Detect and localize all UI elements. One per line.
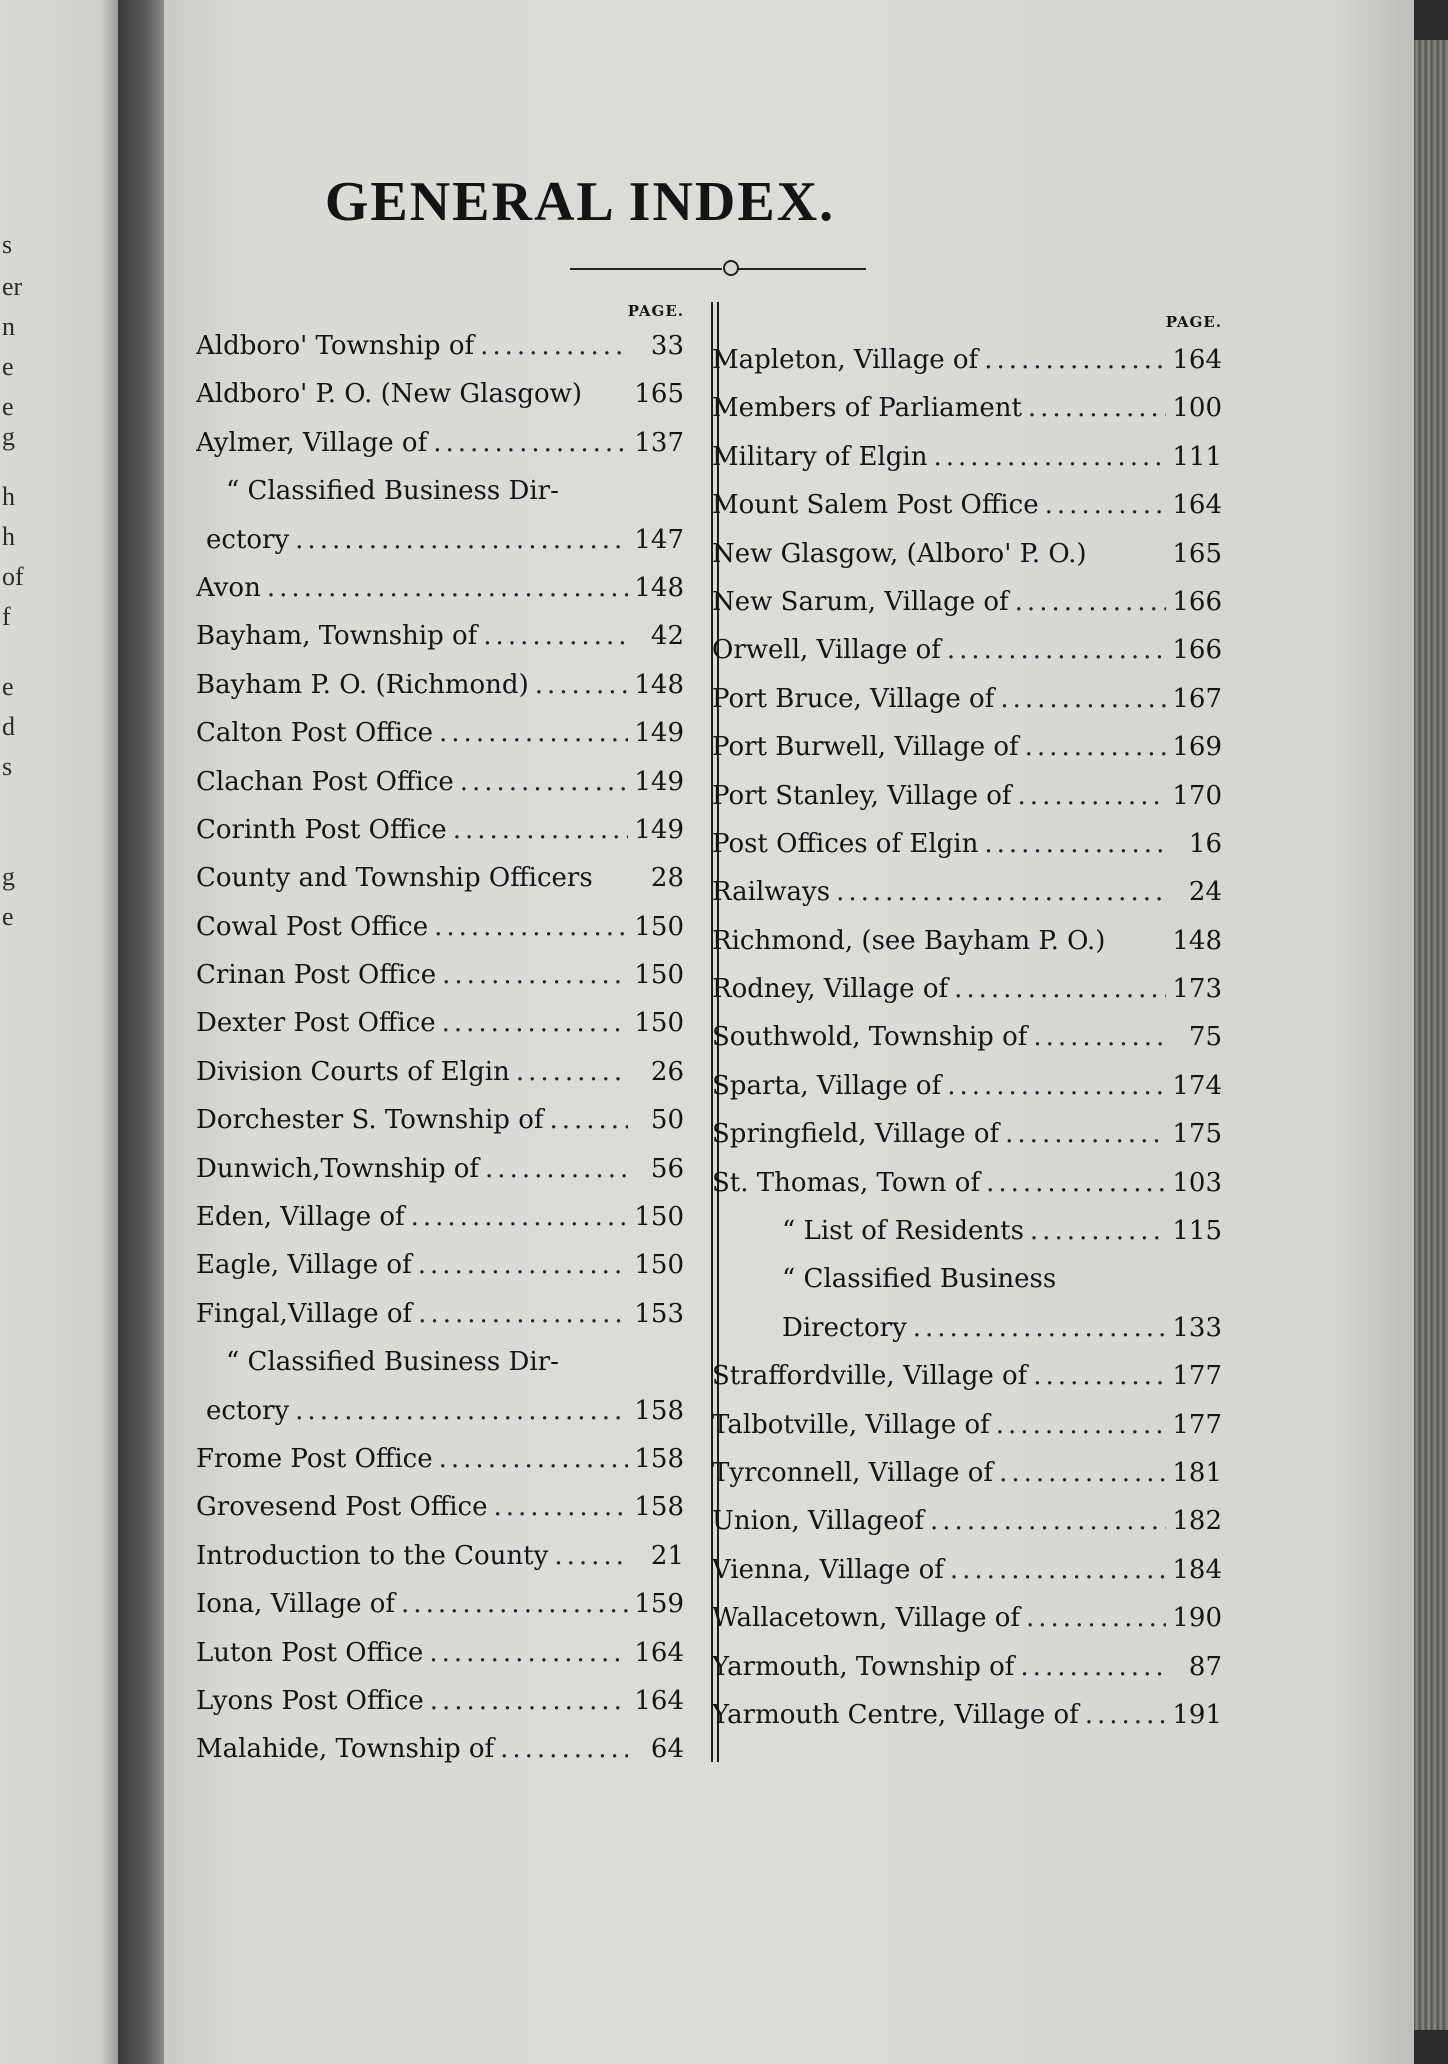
index-entry	[712, 1352, 1222, 1400]
entry-label: Members of Parliament	[712, 393, 1022, 424]
index-entry	[712, 820, 1222, 868]
entry-page-number: 148	[1172, 925, 1222, 956]
entry-page-number: 169	[1172, 732, 1222, 763]
entry-label: Crinan Post Office	[196, 960, 437, 991]
margin-fragment: e	[2, 902, 14, 931]
entry-label: Union, Villageof	[712, 1506, 924, 1537]
entry-label: “ Classified Business Dir-	[226, 476, 559, 507]
entry-label: Mount Salem Post Office	[712, 490, 1039, 521]
entry-page-number: 100	[1172, 393, 1222, 424]
entry-page-number: 164	[1172, 345, 1222, 375]
index-entry	[712, 868, 1222, 916]
entry-page-number: 133	[1172, 1312, 1222, 1343]
left-entry-list	[196, 322, 684, 1774]
index-entry	[196, 758, 684, 806]
entry-label: County and Township Officers	[196, 863, 593, 894]
entry-page-number: 148	[634, 669, 684, 700]
leader-dots	[434, 903, 628, 951]
index-entry	[712, 1159, 1222, 1207]
entry-page-number: 149	[634, 766, 684, 797]
entry-label: New Sarum, Village of	[712, 586, 1009, 617]
leader-dots	[418, 1290, 628, 1338]
index-entry	[196, 806, 684, 854]
entry-page-number: 16	[1188, 828, 1222, 859]
entry-page-number: 164	[634, 1685, 684, 1716]
index-entry	[712, 1207, 1222, 1255]
entry-page-number: 165	[1172, 538, 1222, 569]
entry-label: Vienna, Village of	[712, 1554, 944, 1585]
leader-dots	[984, 336, 1166, 384]
index-entry	[196, 1435, 684, 1483]
entry-page-number: 147	[634, 524, 684, 555]
leader-dots	[1045, 481, 1166, 529]
index-entry	[196, 1193, 684, 1241]
index-entry	[712, 384, 1222, 432]
leader-dots	[516, 1048, 628, 1096]
entry-label: “ Classified Business	[782, 1264, 1057, 1295]
leader-dots	[430, 1677, 628, 1725]
entry-page-number: 111	[1172, 441, 1222, 472]
leader-dots	[933, 433, 1166, 481]
entry-label: Frome Post Office	[196, 1443, 433, 1474]
index-entry	[196, 516, 684, 564]
entry-label: Yarmouth, Township of	[712, 1651, 1015, 1682]
page-title: GENERAL INDEX.	[324, 171, 836, 233]
leader-dots	[411, 1193, 628, 1241]
index-entry	[196, 1532, 684, 1580]
entry-page-number: 190	[1172, 1603, 1222, 1634]
entry-label: Richmond, (see Bayham P. O.)	[712, 925, 1106, 956]
leader-dots	[460, 758, 628, 806]
leader-dots	[554, 1532, 628, 1580]
leader-dots	[1020, 1643, 1166, 1691]
index-entry	[196, 1145, 684, 1193]
entry-page-number: 50	[650, 1105, 684, 1136]
index-entry	[712, 1110, 1222, 1158]
leader-dots	[549, 1096, 628, 1144]
entry-label: Aldboro' P. O. (New Glasgow)	[196, 379, 583, 410]
leader-dots	[535, 661, 628, 709]
entry-label: Southwold, Township of	[712, 1022, 1028, 1053]
entry-page-number: 149	[634, 718, 684, 749]
index-entry	[712, 626, 1222, 674]
leader-dots	[1015, 578, 1166, 626]
margin-fragment: er	[2, 272, 23, 301]
index-entry	[712, 1401, 1222, 1449]
index-entry	[196, 1048, 684, 1096]
entry-page-number: 150	[634, 1202, 684, 1233]
entry-label: Lyons Post Office	[196, 1685, 424, 1716]
margin-fragment: h	[2, 522, 15, 551]
entry-label: Port Burwell, Village of	[712, 732, 1019, 763]
leader-dots	[984, 820, 1166, 868]
entry-page-number: 182	[1172, 1506, 1222, 1537]
entry-page-number: 153	[634, 1298, 684, 1329]
entry-label: Military of Elgin	[712, 441, 928, 472]
leader-dots	[494, 1483, 628, 1531]
entry-page-number: 158	[634, 1443, 684, 1474]
entry-label: Sparta, Village of	[712, 1070, 942, 1101]
index-entry	[196, 1629, 684, 1677]
leader-dots	[950, 1546, 1166, 1594]
entry-label: ectory	[206, 1395, 290, 1426]
entry-page-number: 164	[634, 1637, 684, 1668]
entry-label: Cowal Post Office	[196, 911, 429, 942]
entry-page-number: 164	[1172, 490, 1222, 521]
index-entry	[196, 1387, 684, 1435]
entry-page-number: 148	[634, 572, 684, 603]
entry-page-number: 158	[634, 1395, 684, 1426]
index-entry	[196, 1241, 684, 1289]
index-entry	[196, 999, 684, 1047]
leader-dots	[453, 806, 628, 854]
leader-dots	[439, 1435, 628, 1483]
leader-dots	[999, 1449, 1166, 1497]
leader-dots	[1030, 1207, 1166, 1255]
leader-dots	[1033, 1352, 1166, 1400]
entry-label: Bayham, Township of	[196, 621, 478, 652]
leader-dots	[295, 516, 628, 564]
index-entry	[712, 336, 1222, 384]
entry-page-number: 26	[650, 1056, 684, 1087]
entry-label: Yarmouth Centre, Village of	[712, 1699, 1079, 1730]
entry-label: Railways	[712, 877, 831, 908]
entry-label: Directory	[782, 1312, 907, 1343]
entry-page-number: 175	[1172, 1119, 1222, 1150]
margin-fragment: f	[2, 602, 11, 631]
index-entry	[196, 564, 684, 612]
index-entry	[712, 965, 1222, 1013]
leader-dots	[401, 1580, 628, 1628]
index-entry	[712, 723, 1222, 771]
entry-page-number: 87	[1188, 1651, 1222, 1682]
index-entry	[712, 772, 1222, 820]
index-entry	[196, 370, 684, 418]
index-entry	[712, 1013, 1222, 1061]
entry-label: Aldboro' Township of	[196, 331, 475, 361]
entry-label: Aylmer, Village of	[196, 427, 428, 458]
leader-dots	[1000, 675, 1166, 723]
margin-fragment: of	[2, 562, 24, 591]
index-entry	[712, 1546, 1222, 1594]
margin-fragment: h	[2, 482, 15, 511]
index-entry	[712, 1691, 1222, 1739]
entry-page-number: 150	[634, 960, 684, 991]
leader-dots	[433, 419, 628, 467]
book-spine	[118, 0, 164, 2064]
entry-page-number: 158	[634, 1492, 684, 1523]
margin-fragment: g	[2, 862, 15, 891]
index-entry	[196, 1725, 684, 1773]
index-entry	[196, 709, 684, 757]
entry-page-number: 24	[1188, 877, 1222, 908]
entry-label: ectory	[206, 524, 290, 555]
margin-fragment: e	[2, 672, 14, 701]
index-entry	[712, 1255, 1222, 1303]
entry-label: Orwell, Village of	[712, 635, 941, 666]
entry-label: Bayham P. O. (Richmond)	[196, 669, 529, 700]
index-entry	[712, 917, 1222, 965]
margin-fragment: e	[2, 392, 14, 421]
entry-page-number: 150	[634, 1250, 684, 1281]
leader-dots	[1025, 723, 1166, 771]
leader-dots	[295, 1387, 628, 1435]
index-entry	[712, 530, 1222, 578]
entry-label: Grovesend Post Office	[196, 1492, 488, 1523]
entry-label: Eden, Village of	[196, 1202, 405, 1233]
entry-label: Calton Post Office	[196, 718, 434, 749]
entry-page-number: 75	[1188, 1022, 1222, 1053]
index-entry	[196, 661, 684, 709]
leader-dots	[480, 322, 628, 370]
entry-page-number: 184	[1172, 1554, 1222, 1585]
entry-label: St. Thomas, Town of	[712, 1167, 981, 1198]
index-entry	[712, 1062, 1222, 1110]
leader-dots	[1033, 1013, 1166, 1061]
entry-label: Tyrconnell, Village of	[712, 1457, 994, 1488]
entry-label: Division Courts of Elgin	[196, 1056, 510, 1087]
index-column-right	[712, 300, 1222, 1739]
index-entry	[196, 419, 684, 467]
leader-dots	[483, 612, 628, 660]
leader-dots	[1028, 384, 1166, 432]
leader-dots	[485, 1145, 628, 1193]
margin-fragment: d	[2, 712, 15, 741]
entry-label: Rodney, Village of	[712, 974, 949, 1005]
index-entry	[712, 1594, 1222, 1642]
entry-label: Dunwich,Township of	[196, 1153, 480, 1184]
index-entry	[712, 1449, 1222, 1497]
margin-fragment: s	[2, 230, 13, 259]
leader-dots	[429, 1629, 628, 1677]
leader-dots	[439, 709, 628, 757]
index-entry	[196, 951, 684, 999]
entry-label: “ List of Residents	[782, 1216, 1024, 1247]
entry-page-number: 165	[634, 379, 684, 410]
leader-dots	[947, 1062, 1166, 1110]
entry-page-number: 173	[1172, 974, 1222, 1005]
index-entry	[196, 1677, 684, 1725]
entry-page-number: 191	[1172, 1699, 1222, 1730]
entry-page-number: 149	[634, 814, 684, 845]
entry-page-number: 177	[1172, 1409, 1222, 1440]
leader-dots	[1005, 1110, 1166, 1158]
entry-label: Springfield, Village of	[712, 1119, 1000, 1150]
leader-dots	[836, 868, 1166, 916]
title-rule-ornament	[723, 260, 739, 276]
entry-label: Port Stanley, Village of	[712, 780, 1012, 811]
margin-fragment: g	[2, 422, 15, 451]
entry-page-number: 42	[650, 621, 684, 652]
entry-label: Introduction to the County	[196, 1540, 549, 1571]
entry-page-number: 166	[1172, 586, 1222, 617]
index-entry	[196, 903, 684, 951]
entry-label: Dorchester S. Township of	[196, 1105, 544, 1136]
index-entry	[196, 1580, 684, 1628]
entry-label: Port Bruce, Village of	[712, 683, 995, 714]
index-entry	[712, 481, 1222, 529]
page-edges	[1414, 40, 1448, 2030]
entry-label: Fingal,Village of	[196, 1298, 413, 1329]
entry-label: Mapleton, Village of	[712, 345, 979, 375]
entry-page-number: 167	[1172, 683, 1222, 714]
entry-label: New Glasgow, (Alboro' P. O.)	[712, 538, 1087, 569]
leader-dots	[1018, 772, 1166, 820]
title-rule-right	[738, 268, 866, 270]
entry-label: Iona, Village of	[196, 1589, 396, 1620]
entry-page-number: 56	[650, 1153, 684, 1184]
right-entry-list	[712, 336, 1222, 1739]
index-entry	[196, 1096, 684, 1144]
index-entry	[196, 854, 684, 902]
margin-fragment: n	[2, 312, 15, 341]
margin-fragment: e	[2, 352, 14, 381]
leader-dots	[1085, 1691, 1166, 1739]
entry-page-number: 174	[1172, 1070, 1222, 1101]
index-entry	[712, 1643, 1222, 1691]
entry-label: Clachan Post Office	[196, 766, 454, 797]
leader-dots	[947, 626, 1166, 674]
entry-page-number: 166	[1172, 635, 1222, 666]
entry-label: Avon	[196, 572, 261, 603]
index-entry	[712, 578, 1222, 626]
index-entry	[196, 612, 684, 660]
leader-dots	[913, 1304, 1166, 1352]
index-entry	[712, 675, 1222, 723]
index-entry	[196, 1483, 684, 1531]
margin-fragment: s	[2, 752, 13, 781]
entry-label: Eagle, Village of	[196, 1250, 412, 1281]
leader-dots	[418, 1241, 628, 1289]
entry-page-number: 159	[634, 1589, 684, 1620]
leader-dots	[986, 1159, 1166, 1207]
index-entry	[712, 433, 1222, 481]
entry-page-number: 103	[1172, 1167, 1222, 1198]
entry-page-number: 21	[650, 1540, 684, 1571]
adjacent-page-strip	[0, 0, 118, 2064]
entry-page-number: 64	[650, 1734, 684, 1765]
entry-label: Dexter Post Office	[196, 1008, 436, 1039]
leader-dots	[930, 1497, 1166, 1545]
entry-label: Post Offices of Elgin	[712, 828, 979, 859]
entry-page-number: 150	[634, 911, 684, 942]
leader-dots	[1026, 1594, 1166, 1642]
leader-dots	[267, 564, 628, 612]
entry-page-number: 33	[650, 331, 684, 361]
leader-dots	[500, 1725, 628, 1773]
index-column-left	[196, 300, 684, 1774]
entry-label: “ Classified Business Dir-	[226, 1347, 559, 1378]
index-entry	[196, 1290, 684, 1338]
entry-label: Wallacetown, Village of	[712, 1603, 1021, 1634]
leader-dots	[442, 999, 628, 1047]
index-entry	[712, 1497, 1222, 1545]
entry-page-number: 137	[634, 427, 684, 458]
entry-label: Malahide, Township of	[196, 1734, 495, 1765]
leader-dots	[442, 951, 628, 999]
title-rule-left	[570, 268, 722, 270]
index-entry	[712, 1304, 1222, 1352]
entry-label: Luton Post Office	[196, 1637, 424, 1668]
leader-dots	[954, 965, 1166, 1013]
entry-label: Talbotville, Village of	[712, 1409, 990, 1440]
page-column-header: PAGE.	[1165, 313, 1222, 331]
leader-dots	[996, 1401, 1166, 1449]
entry-label: Straffordville, Village of	[712, 1361, 1028, 1392]
entry-page-number: 177	[1172, 1361, 1222, 1392]
entry-label: Corinth Post Office	[196, 814, 447, 845]
entry-page-number: 115	[1172, 1216, 1222, 1247]
entry-page-number: 150	[634, 1008, 684, 1039]
entry-page-number: 181	[1172, 1457, 1222, 1488]
index-entry	[196, 467, 684, 515]
index-entry	[196, 322, 684, 370]
entry-page-number: 170	[1172, 780, 1222, 811]
entry-page-number: 28	[650, 863, 684, 894]
page-column-header: PAGE.	[627, 302, 684, 320]
index-entry	[196, 1338, 684, 1386]
